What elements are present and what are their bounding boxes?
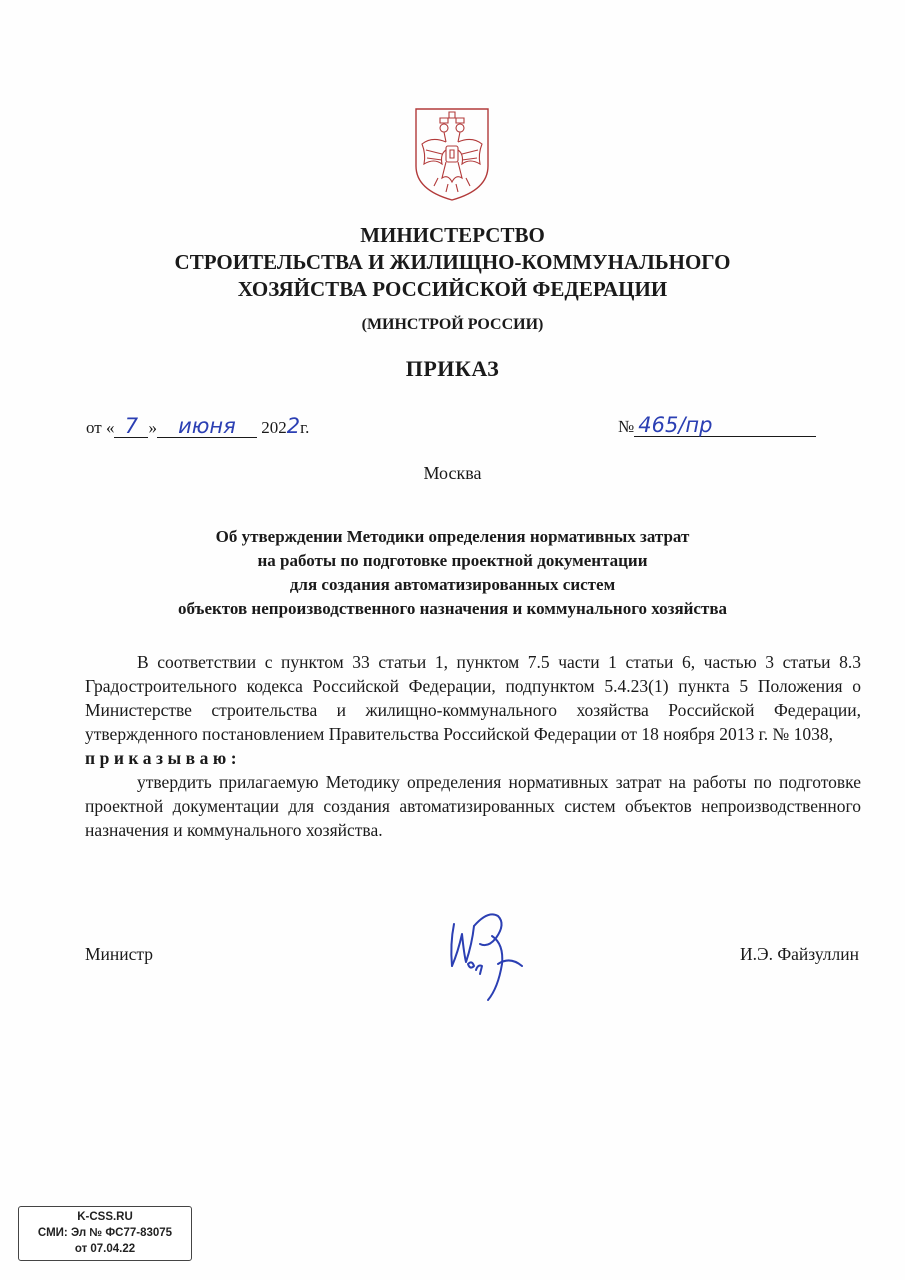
ministry-line-2: СТРОИТЕЛЬСТВА И ЖИЛИЩНО-КОММУНАЛЬНОГО	[174, 250, 731, 274]
stamp-line-3: от 07.04.22	[74, 1243, 136, 1255]
date-year-prefix: 202	[261, 418, 287, 437]
date-mid: »	[148, 418, 157, 437]
subject-line: Об утверждении Методики определения нормативных затрат	[215, 527, 690, 546]
order-date	[86, 414, 309, 438]
signatory-name: И.Э. Файзуллин	[740, 944, 859, 964]
signatory-position: Министр	[85, 944, 154, 964]
handwritten-signature	[440, 904, 536, 1008]
number-value: 465/пр	[634, 414, 816, 437]
order-word: приказываю:	[85, 748, 242, 768]
date-prefix: от «	[86, 418, 115, 437]
city: Москва	[423, 463, 482, 483]
date-month: июня	[157, 415, 257, 438]
date-year-suffix: 2	[286, 414, 301, 438]
order-subject	[60, 525, 845, 621]
number-label: №	[618, 417, 635, 436]
date-day: 7	[114, 415, 148, 438]
decision-paragraph: утвердить прилагаемую Методику определения нормативных затрат на работы по подготовке проектной документации для создания автоматизированных систем объектов непроизводственного назначения и коммунального хозяйства.	[85, 772, 861, 840]
stamp-line-1: K-CSS.RU	[77, 1211, 133, 1223]
subject-line: для создания автоматизированных систем	[289, 575, 616, 594]
stamp-line-2: СМИ: Эл № ФС77-83075	[37, 1227, 173, 1239]
date-year-end: г.	[300, 418, 310, 437]
subject-line: объектов непроизводственного назначения и коммунального хозяйства	[177, 599, 728, 618]
order-number	[618, 414, 816, 437]
coat-of-arms-icon	[412, 106, 492, 202]
ministry-short-name: (МИНСТРОЙ РОССИИ)	[361, 316, 544, 333]
ministry-name	[0, 222, 905, 303]
order-body	[85, 650, 861, 842]
subject-line: на работы по подготовке проектной документации	[257, 551, 648, 570]
order-title: ПРИКАЗ	[405, 356, 500, 381]
ministry-line-1: МИНИСТЕРСТВО	[360, 223, 545, 247]
ministry-line-3: ХОЗЯЙСТВА РОССИЙСКОЙ ФЕДЕРАЦИИ	[237, 277, 668, 301]
media-registration-stamp	[18, 1206, 192, 1261]
preamble-paragraph: В соответствии с пунктом 33 статьи 1, пунктом 7.5 части 1 статьи 6, частью 3 статьи 8.3 Градостроительного кодекса Российской Федерации, подпунктом 5.4.23(1) пункта 5 Положения о Министерстве строительства и жилищно-коммунального хозяйства Российской Федерации, утвержденного постановлением Правительства Российской Федерации от 18 ноября 2013 г. № 1038,	[85, 652, 861, 744]
